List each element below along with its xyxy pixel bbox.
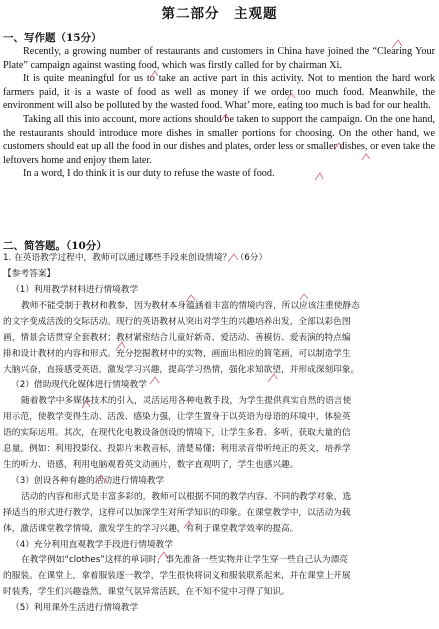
section2-heading: 二、简答题。（10分） xyxy=(3,240,107,252)
answer-line: 的服装。在课堂上，拿着服装逐一教学，学生很快将词义和服装联系起来，并在课堂上开展 xyxy=(3,571,351,582)
answer-line: （3）创设各种有趣的活动进行情境教学 xyxy=(11,475,165,486)
answer-line: 排和设计教材的内容和形式。充分挖掘教材中的实物，画面出相应的简笔画，可以制造学生 xyxy=(3,348,351,359)
answer-line: 教师不能受制于教材和教参，因为教材本身蕴涵着丰富的情境内容，所以应该注重使静态 xyxy=(21,300,360,311)
answer-line: 用示范，使教学变得生动、活泼、感染力强，让学生置身于以英语为母语的环境中，体验英 xyxy=(3,412,351,423)
answer-line: 在教学例如“clothes”这样的单词时，事先准备一些实物并让学生穿一些自己认为漂亮 xyxy=(21,555,348,566)
answer-line: （5）利用课外生活进行情境教学 xyxy=(11,603,139,614)
answer-line: 大脑兴奋，直接感受英语，激发学习兴趣，提高学习热情，强化求知欲望，并形成深刻印象。 xyxy=(3,364,360,375)
answer-line: 随着教学中多媒体技术的引入，灵活运用各种电教手段，为学生提供真实自然的语言使 xyxy=(21,396,352,407)
answer-line: 体，激活课堂教学情境，激发学生的学习兴趣，有利于课堂教学效率的提高。 xyxy=(3,523,299,534)
essay-paragraph-3: Taking all this into account, more actions should be taken to support the campaign. On the one hand, the restaurants should introduce more dishes in smaller portions for choosing. On the other hand, we customers should eat up all the food in our dishes and plates, order less or smaller dishes, or even take the leftovers home and enjoy them later. xyxy=(3,113,435,166)
answer-line: 活动的内容和形式是丰富多彩的，教师可以根据不同的教学内容、不同的教学对象，选 xyxy=(21,491,352,502)
answer-line: 时装秀，学生们兴趣盎然，课堂气氛异常活跃，在不知不觉中习得了知识。 xyxy=(3,587,290,598)
part-title: 第二部分 主观题 xyxy=(161,6,278,22)
answer-line: 息量。例如：利用投影仪、投影片来教音标，清楚易懂；利用录音带听纯正的英文，培养学 xyxy=(3,444,351,455)
answer-line: （4）充分利用直观教学手段进行情境教学 xyxy=(11,539,173,550)
answer-line: 生的听力、语感，利用电脑观看英文动画片，数字直观明了，学生也感兴趣。 xyxy=(3,459,299,470)
answer-line: （1）利用教学材料进行情境教学 xyxy=(11,285,139,295)
answer-line: 语的实际运用。其次，在现代化电教设备创设的情境下，让学生多看、多听，获取大量的信 xyxy=(3,428,351,439)
essay-paragraph-4: In a word, I do think it is our duty to refuse the waste of food. xyxy=(23,168,275,180)
question-1: 1. 在英语教学过程中，教师可以通过哪些手段来创设情境？ （6分） xyxy=(3,253,268,263)
answer-body xyxy=(3,283,435,617)
answer-line: 画，情景会话贯穿全套教材；教材紧密结合儿童好新奇、爱活动、善模仿、爱表演的特点编 xyxy=(3,332,351,343)
answer-line: 的文字变成活泼的交际活动。现行的英语教材从突出对学生的兴趣培养出发，全部以彩色图 xyxy=(3,316,351,327)
essay-paragraph-1: Recently, a growing number of restaurants and customers in China have joined the “Clearing Your Plate” campaign against wasting food, which was firstly called for by chairman Xi. xyxy=(3,46,435,71)
answer-line: 择适当的形式进行教学，这样可以加深学生对所学知识的印象。在课堂教学中，以活动为载 xyxy=(3,507,351,518)
essay-paragraph-2: It is quite meaningful for us to take an active part in this activity. Not to mention the hard work farmers paid, it is a waste of food as well as money if we order too much food. Meanwhile, the environment will also be polluted by the wasted food. What’ more, eating too much is bad for our health. xyxy=(3,73,435,112)
essay-body xyxy=(3,45,435,181)
answer-label: 【参考答案】 xyxy=(3,269,56,279)
section1-heading: 一、写作题（15分） xyxy=(3,32,102,44)
answer-line: （2）借助现代化媒体进行情境教学 xyxy=(11,380,147,391)
